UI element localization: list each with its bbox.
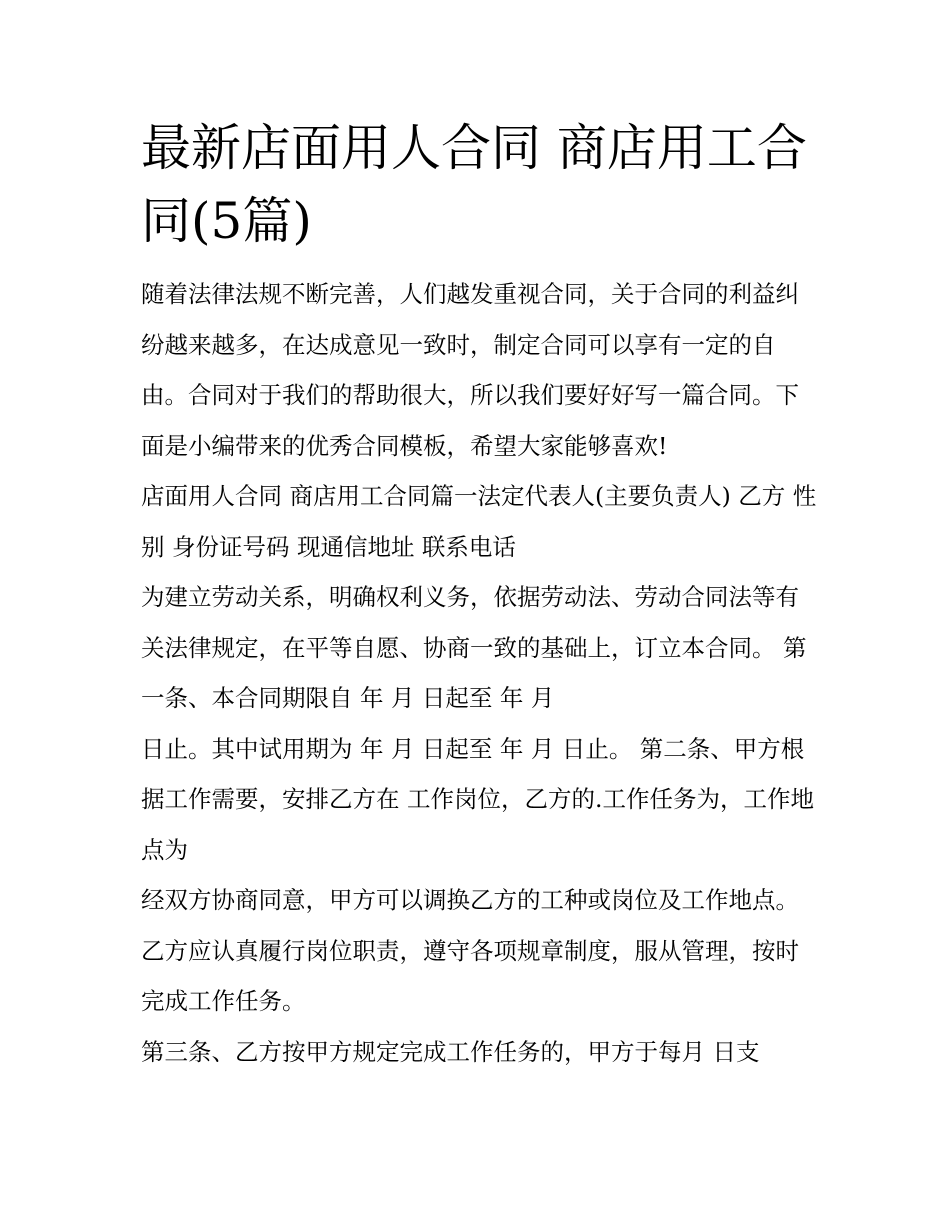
contract-parties-paragraph: 店面用人合同 商店用工合同篇一法定代表人(主要负责人) 乙方 性别 身份证号码 现通信地址 联系电话 xyxy=(141,482,817,561)
document-title: 最新店面用人合同 商店用工合同(5篇) xyxy=(141,119,807,250)
purpose-paragraph: 为建立劳动关系，明确权利义务，依据劳动法、劳动合同法等有关法律规定，在平等自愿、协商一致的基础上，订立本合同。 第一条、本合同期限自 年 月 日起至 年 月 xyxy=(141,583,807,712)
document-page xyxy=(141,112,821,1077)
intro-paragraph: 随着法律法规不断完善，人们越发重视合同，关于合同的利益纠纷越来越多，在达成意见一致时，制定合同可以享有一定的自由。合同对于我们的帮助很大，所以我们要好好写一篇合同。下面是小编带来的优秀合同模板，希望大家能够喜欢! xyxy=(141,280,799,460)
term-paragraph: 日止。其中试用期为 年 月 日起至 年 月 日止。 第二条、甲方根据工作需要，安排乙方在 工作岗位，乙方的.工作任务为，工作地点为 xyxy=(141,734,814,864)
job-adjustment-paragraph: 经双方协商同意，甲方可以调换乙方的工种或岗位及工作地点。 乙方应认真履行岗位职责，遵守各项规章制度，服从管理，按时完成工作任务。 xyxy=(141,886,799,1015)
payment-paragraph: 第三条、乙方按甲方规定完成工作任务的，甲方于每月 日支 xyxy=(141,1037,760,1066)
